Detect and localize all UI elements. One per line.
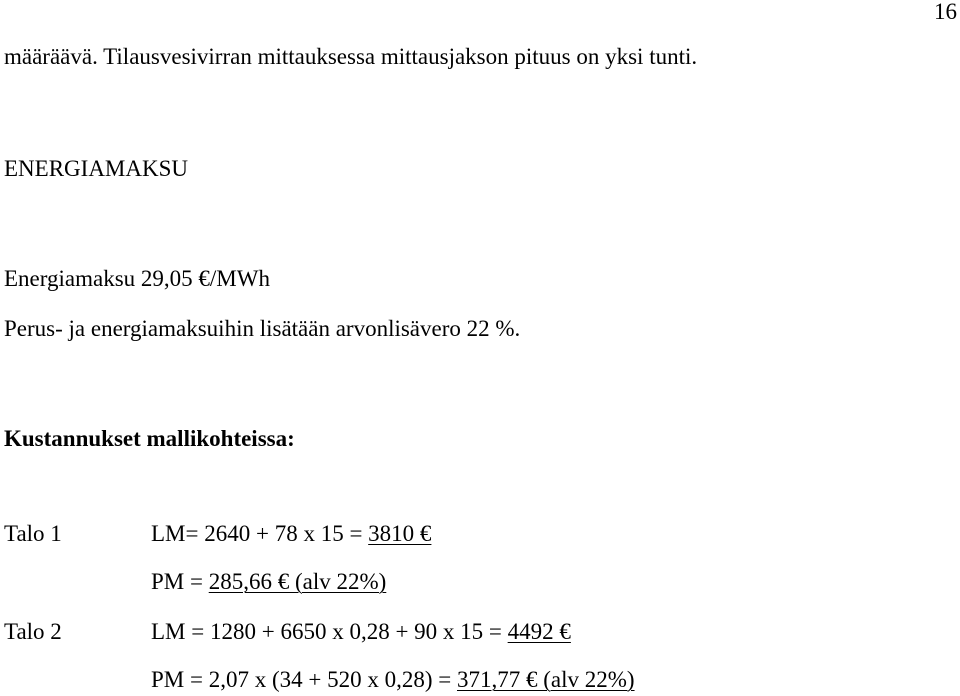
energy-heading: ENERGIAMAKSU (4, 156, 188, 181)
talo1-lm-line (151, 522, 431, 545)
costs-heading: Kustannukset mallikohteissa: (4, 426, 295, 451)
talo2-lm-line (151, 620, 571, 643)
talo1-label: Talo 1 (4, 521, 62, 546)
energy-rate: Energiamaksu 29,05 €/MWh (4, 266, 270, 291)
talo1-pm-prefix: PM = (151, 569, 209, 594)
talo2-lm-result: 4492 € (507, 619, 571, 644)
page-number: 16 (934, 0, 957, 24)
talo2-pm-formula: PM = 2,07 x (34 + 520 x 0,28) = (151, 667, 457, 692)
talo2-pm-line (151, 668, 635, 691)
talo1-pm-result: 285,66 € (alv 22%) (208, 569, 387, 594)
talo2-label: Talo 2 (4, 619, 62, 644)
talo1-pm-line (151, 570, 386, 593)
vat-note: Perus- ja energiamaksuihin lisätään arvonlisävero 22 %. (4, 316, 521, 341)
intro-paragraph: määräävä. Tilausvesivirran mittauksessa mittausjakson pituus on yksi tunti. (4, 44, 698, 69)
talo2-pm-result: 371,77 € (alv 22%) (456, 667, 635, 692)
talo1-lm-result: 3810 € (368, 521, 432, 546)
talo2-lm-formula: LM = 1280 + 6650 x 0,28 + 90 x 15 = (151, 619, 508, 644)
talo1-lm-formula: LM= 2640 + 78 x 15 = (151, 521, 369, 546)
